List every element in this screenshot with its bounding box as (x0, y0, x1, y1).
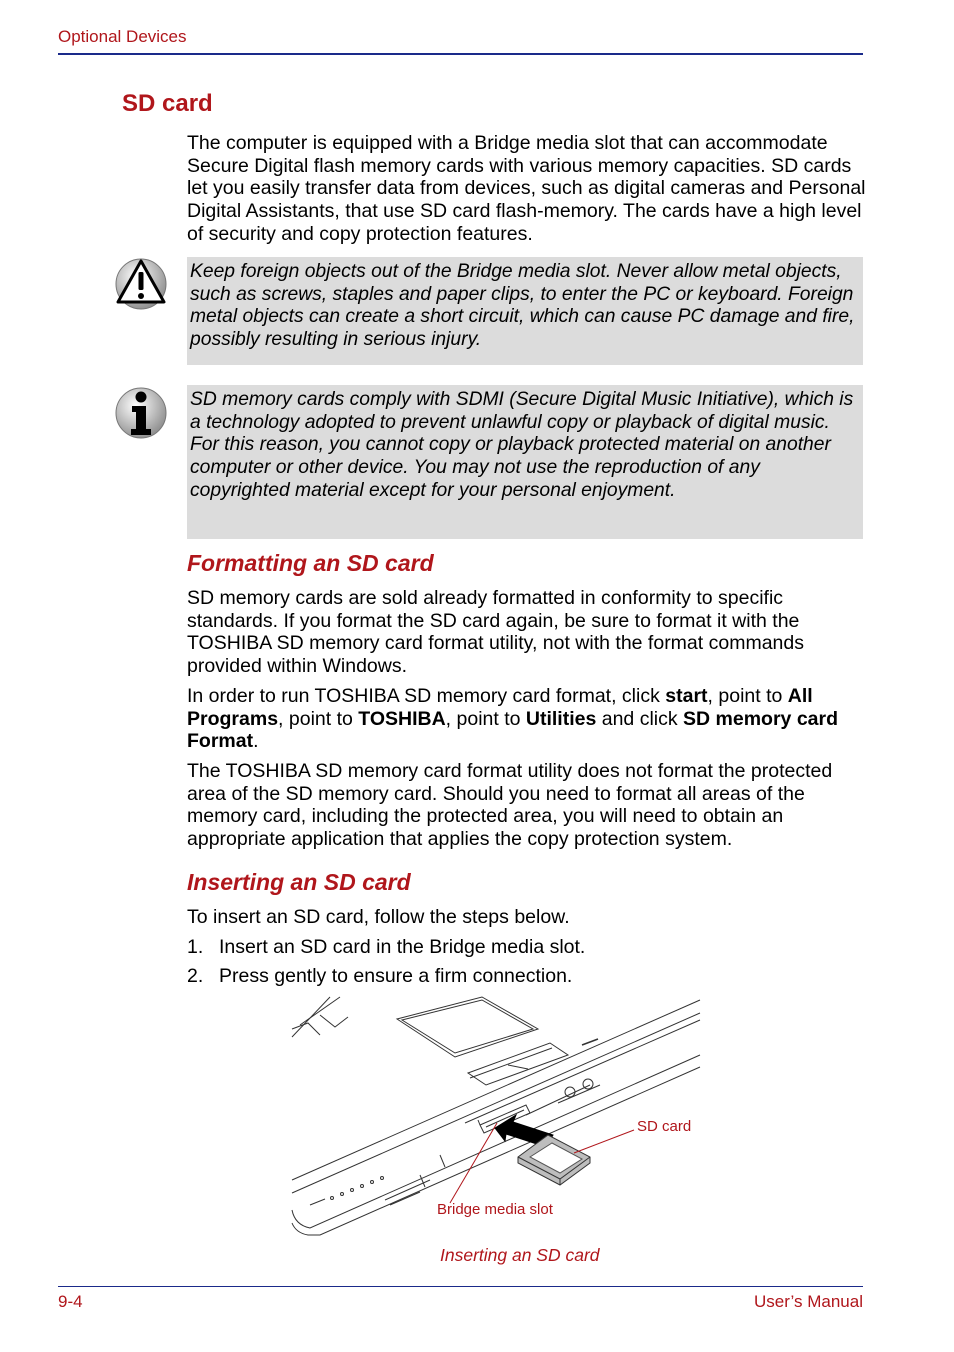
inserting-intro: To insert an SD card, follow the steps below. (187, 906, 570, 928)
manual-name: User’s Manual (754, 1292, 863, 1311)
intro-paragraph: The computer is equipped with a Bridge media slot that can accommodate Secure Digital flash memory cards with various memory capacities. SD cards let you easily transfer data from devices, such as digital cameras and Personal Digital Assistants, that use SD card flash-memory. The cards have a high level of security and copy protection features. (187, 132, 866, 245)
section-title: SD card (122, 90, 213, 117)
header-rule (58, 53, 863, 55)
inserting-heading: Inserting an SD card (187, 869, 411, 895)
figure-caption: Inserting an SD card (440, 1245, 600, 1265)
formatting-paragraph-1: SD memory cards are sold already formatted in conformity to specific standards. If you format the SD card again, be sure to format it with the TOSHIBA SD memory card format utility, not with the format commands provided within Windows. (187, 587, 804, 678)
formatting-paragraph-3: The TOSHIBA SD memory card format utility does not format the protected area of the SD memory card. Should you need to format all areas of the memory card, including the protected area, you will need to obtain an appropriate application that applies the copy protection system. (187, 760, 833, 851)
formatting-paragraph-2: In order to run TOSHIBA SD memory card format, click start, point to All Programs, point to TOSHIBA, point to Utilities and click SD memory card Format. (187, 685, 839, 753)
step-1: 1. Insert an SD card in the Bridge media slot. (187, 936, 586, 958)
page-number: 9-4 (58, 1292, 83, 1311)
info-note: SD memory cards comply with SDMI (Secure Digital Music Initiative), which is a technology adopted to prevent unlawful copy or playback of digital music. For this reason, you cannot copy or playback protected material on another computer or other device. You may not use the reproduction of any copyrighted material except for your personal enjoyment. (187, 385, 863, 539)
step-2: 2. Press gently to ensure a firm connection. (187, 965, 573, 987)
info-icon (114, 385, 168, 441)
running-header: Optional Devices (58, 27, 187, 46)
warning-triangle-icon (114, 255, 168, 311)
footer-rule (58, 1286, 863, 1287)
warning-note: Keep foreign objects out of the Bridge media slot. Never allow metal objects, such as screws, staples and paper clips, to enter the PC or keyboard. Foreign metal objects can create a short circuit, which can cause PC damage and fire, possibly resulting in serious injury. (187, 257, 863, 365)
formatting-heading: Formatting an SD card (187, 550, 434, 576)
label-sd-card: SD card (637, 1118, 692, 1135)
label-bridge-media-slot: Bridge media slot (437, 1201, 553, 1218)
